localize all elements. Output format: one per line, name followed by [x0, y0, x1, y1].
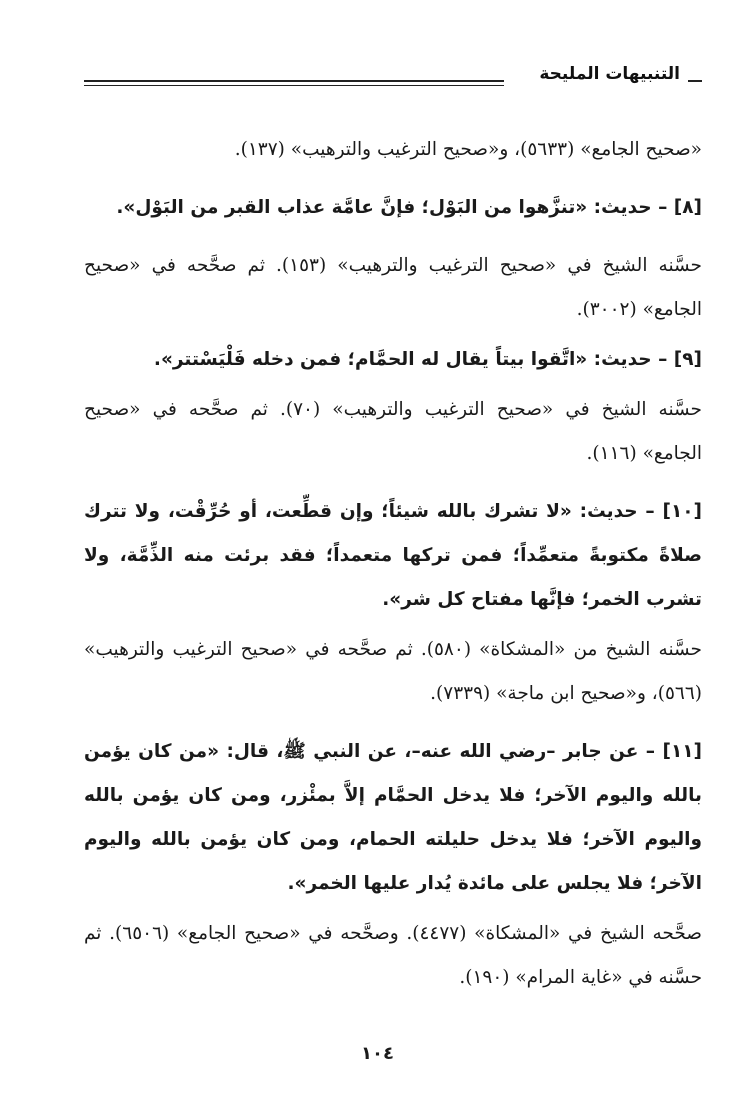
source-note: «صحيح الجامع» (٥٦٣٣)، و«صحيح الترغيب والترهيب» (١٣٧).: [234, 139, 702, 160]
source-note: حسَّنه الشيخ في «صحيح الترغيب والترهيب» (١٥٣). ثم صحَّحه في «صحيح الجامع» (٣٠٠٢).: [84, 255, 702, 320]
hadith-11: [١١] – عن جابر –رضي الله عنه–، عن النبي ﷺ، قال: «من كان يؤمن بالله واليوم الآخر؛ فلا يدخل الحمَّام إلاَّ بمئْزر، ومن كان يؤمن بالله واليوم الآخر؛ فلا يدخل حليلته الحمام، ومن كان يؤمن بالله واليوم الآخر؛ فلا يجلس على مائدة يُدار عليها الخمر».: [84, 741, 702, 894]
source-note: صحَّحه الشيخ في «المشكاة» (٤٤٧٧). وصحَّحه في «صحيح الجامع» (٦٥٠٦). ثم حسَّنه في «غاية المرام» (١٩٠).: [84, 923, 702, 988]
header-title: التنبيهات المليحة: [539, 64, 680, 84]
hadith-9: [٩] – حديث: «اتَّقوا بيتاً يقال له الحمَّام؛ فمن دخله فَلْيَسْتتر».: [153, 349, 702, 370]
hadith-8: [٨] – حديث: «تنزَّهوا من البَوْل؛ فإنَّ عامَّة عذاب القبر من البَوْل».: [116, 197, 702, 218]
header-rule: [84, 80, 504, 82]
hadith-10: [١٠] – حديث: «لا تشرك بالله شيئاً؛ وإن قطِّعت، أو حُرِّقْت، ولا تترك صلاةً مكتوبةً متعمِّداً؛ فمن تركها متعمداً؛ فقد برئت منه الذِّمَّة، ولا تشرب الخمر؛ فإنَّها مفتاح كل شر».: [84, 501, 702, 610]
source-note: حسَّنه الشيخ في «صحيح الترغيب والترهيب» (٧٠). ثم صحَّحه في «صحيح الجامع» (١١٦).: [84, 399, 702, 464]
source-note: حسَّنه الشيخ من «المشكاة» (٥٨٠). ثم صحَّحه في «صحيح الترغيب والترهيب» (٥٦٦)، و«صحيح ابن ماجة» (٧٣٣٩).: [84, 639, 702, 704]
page-body: [84, 128, 702, 1000]
page-number: ١٠٤: [361, 1043, 394, 1064]
running-header: [84, 62, 702, 94]
header-dash: [688, 80, 702, 82]
header-rule-thin: [84, 85, 504, 86]
